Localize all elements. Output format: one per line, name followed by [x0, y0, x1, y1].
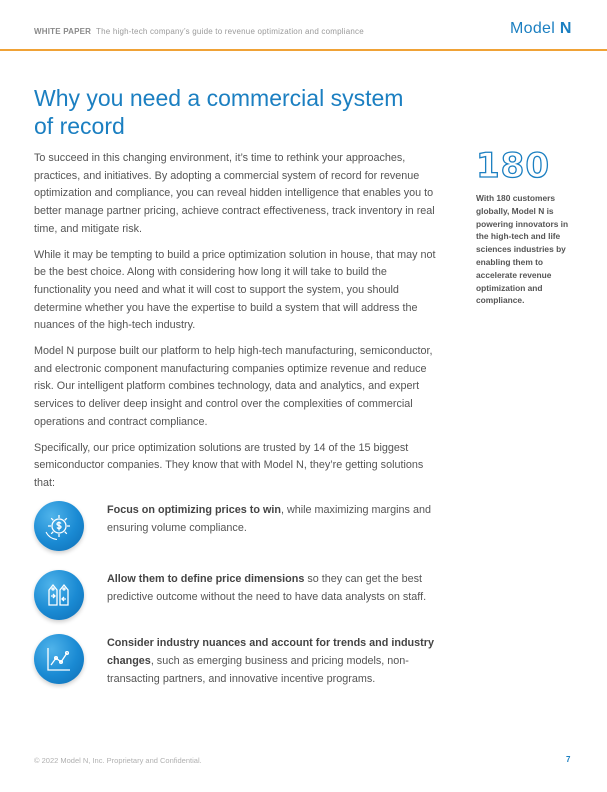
stat-number: 180 [476, 146, 550, 186]
feature-item [34, 570, 574, 626]
copyright-footer: © 2022 Model N, Inc. Proprietary and Confidential. [34, 756, 202, 765]
document-type: WHITE PAPER [34, 27, 92, 36]
trend-chart-icon [34, 634, 84, 684]
paragraph: While it may be tempting to build a price optimization solution in house, that may not be the best choice. Along with considering how long it will take to build the functionality you need and what it will cost to support the system, you should determine whether you have the expertise to build a system that will address the nuances of the high-tech industry. [34, 248, 436, 332]
header-rule [0, 49, 607, 51]
feature-item [34, 634, 574, 690]
page-title: Why you need a commercial system of record [34, 85, 404, 139]
model-n-logo: Model N [510, 20, 572, 37]
feature-text: Allow them to define price dimensions so they can get the best predictive outcome without the need to have data analysts on staff. [107, 573, 427, 603]
page-number: 7 [566, 755, 571, 764]
price-tags-icon [34, 570, 84, 620]
document-label [34, 27, 364, 36]
body-text [34, 150, 444, 501]
dollar-gear-icon [34, 501, 84, 551]
document-subtitle: The high-tech company’s guide to revenue optimization and compliance [96, 27, 364, 36]
paragraph: To succeed in this changing environment, it’s time to rethink your approaches, practices, and initiatives. By adopting a commercial system of record for revenue optimization and compliance, you can reveal hidden intelligence that enables you to better manage partner pricing, achieve contract effectiveness, track inventory in real time, and mitigate risk. [34, 152, 435, 235]
feature-text: Consider industry nuances and account for trends and industry changes, such as emerging business and pricing models, non-transacting partners, and innovative incentive programs. [107, 637, 434, 685]
page-header [0, 0, 607, 50]
feature-item [34, 501, 574, 557]
stat-description: With 180 customers globally, Model N is powering innovators in the high-tech and life sciences industries by enabling them to accelerate revenue optimization and compliance. [476, 193, 569, 306]
paragraph: Specifically, our price optimization solutions are trusted by 14 of the 15 biggest semiconductor companies. They know that with Model N, they’re getting solutions that: [34, 441, 424, 489]
feature-text: Focus on optimizing prices to win, while maximizing margins and ensuring volume compliance. [107, 504, 431, 534]
paragraph: Model N purpose built our platform to help high-tech manufacturing, semiconductor, and electronic component manufacturing companies optimize revenue and reduce risk. Our intelligent platform combines technology, data and analytics, and expert services to deliver deep insight and control over the complexities of commercial operations and contract compliance. [34, 345, 433, 428]
